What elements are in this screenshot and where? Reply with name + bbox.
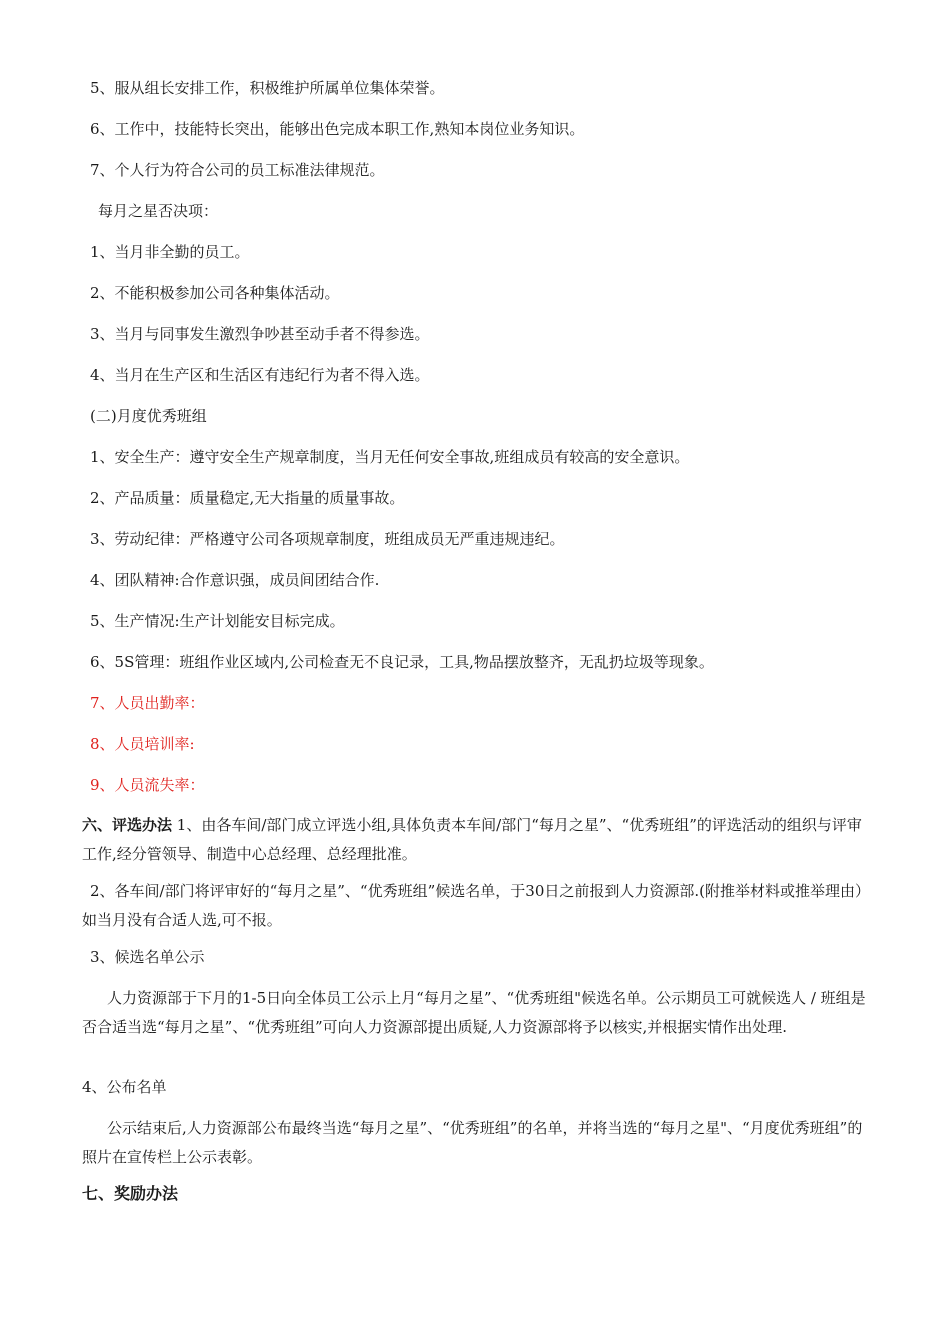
section-6-title: 六、评选办法: [82, 816, 173, 834]
selection-step-4: 4、公布名单: [82, 1078, 167, 1096]
veto-item-2: 2、不能积极参加公司各种集体活动。: [90, 284, 340, 302]
team-item-1: 1、安全生产：遵守安全生产规章制度，当月无任何安全事故,班组成员有较高的安全意识。: [90, 448, 690, 466]
veto-item-4: 4、当月在生产区和生活区有违纪行为者不得入选。: [90, 366, 430, 384]
team-item-2: 2、产品质量：质量稳定,无大指量的质量事故。: [90, 489, 405, 507]
team-section-heading: (二)月度优秀班组: [90, 407, 207, 425]
criteria-item-7: 7、个人行为符合公司的员工标准法律规范。: [90, 161, 385, 179]
team-item-9: 9、人员流失率：: [90, 776, 205, 794]
team-item-5: 5、生产情况:生产计划能安目标完成。: [90, 612, 345, 630]
section-6-text: 1、由各车间/部门成立评选小组,具体负责本车间/部门“每月之星”、“优秀班组”的评选活动的组织与评审工作,经分管领导、制造中心总经理、总经理批准。: [82, 816, 862, 863]
publicity-paragraph: 人力资源部于下月的1-5日向全体员工公示上月“每月之星”、“优秀班组"候选名单。公示期员工可就候选人 / 班组是否合适当选“每月之星”、“优秀班组”可向人力资源部提出质疑,人力资源部将予以核实,并根据实情作出处理.: [82, 989, 866, 1036]
team-item-3: 3、劳动纪律：严格遵守公司各项规章制度，班组成员无严重违规违纪。: [90, 530, 565, 548]
section-7-title: 七、奖励办法: [82, 1184, 179, 1203]
selection-step-3: 3、候选名单公示: [90, 948, 205, 966]
announcement-paragraph: 公示结束后,人力资源部公布最终当选“每月之星”、“优秀班组”的名单，并将当选的“每月之星"、“月度优秀班组”的照片在宣传栏上公示表彰。: [82, 1119, 863, 1166]
criteria-item-5: 5、服从组长安排工作，积极维护所属单位集体荣誉。: [90, 79, 445, 97]
team-item-7: 7、人员出勤率：: [90, 694, 205, 712]
section-6-paragraph: [82, 811, 872, 869]
criteria-item-6: 6、工作中，技能特长突出，能够出色完成本职工作,熟知本岗位业务知识。: [90, 120, 585, 138]
team-item-4: 4、团队精神:合作意识强，成员间团结合作.: [90, 571, 380, 589]
team-item-8: 8、人员培训率:: [90, 735, 195, 753]
selection-step-2: 2、各车间/部门将评审好的“每月之星”、“优秀班组”候选名单，于30日之前报到人力资源部.(附推举材料或推举理由）如当月没有合适人选,可不报。: [82, 882, 870, 929]
veto-item-3: 3、当月与同事发生激烈争吵甚至动手者不得参选。: [90, 325, 430, 343]
veto-item-1: 1、当月非全勤的员工。: [90, 243, 250, 261]
team-item-6: 6、5S管理：班组作业区域内,公司检查无不良记录，工具,物品摆放整齐，无乱扔垃圾等现象。: [90, 653, 714, 671]
veto-heading: 每月之星否决项：: [98, 202, 219, 220]
